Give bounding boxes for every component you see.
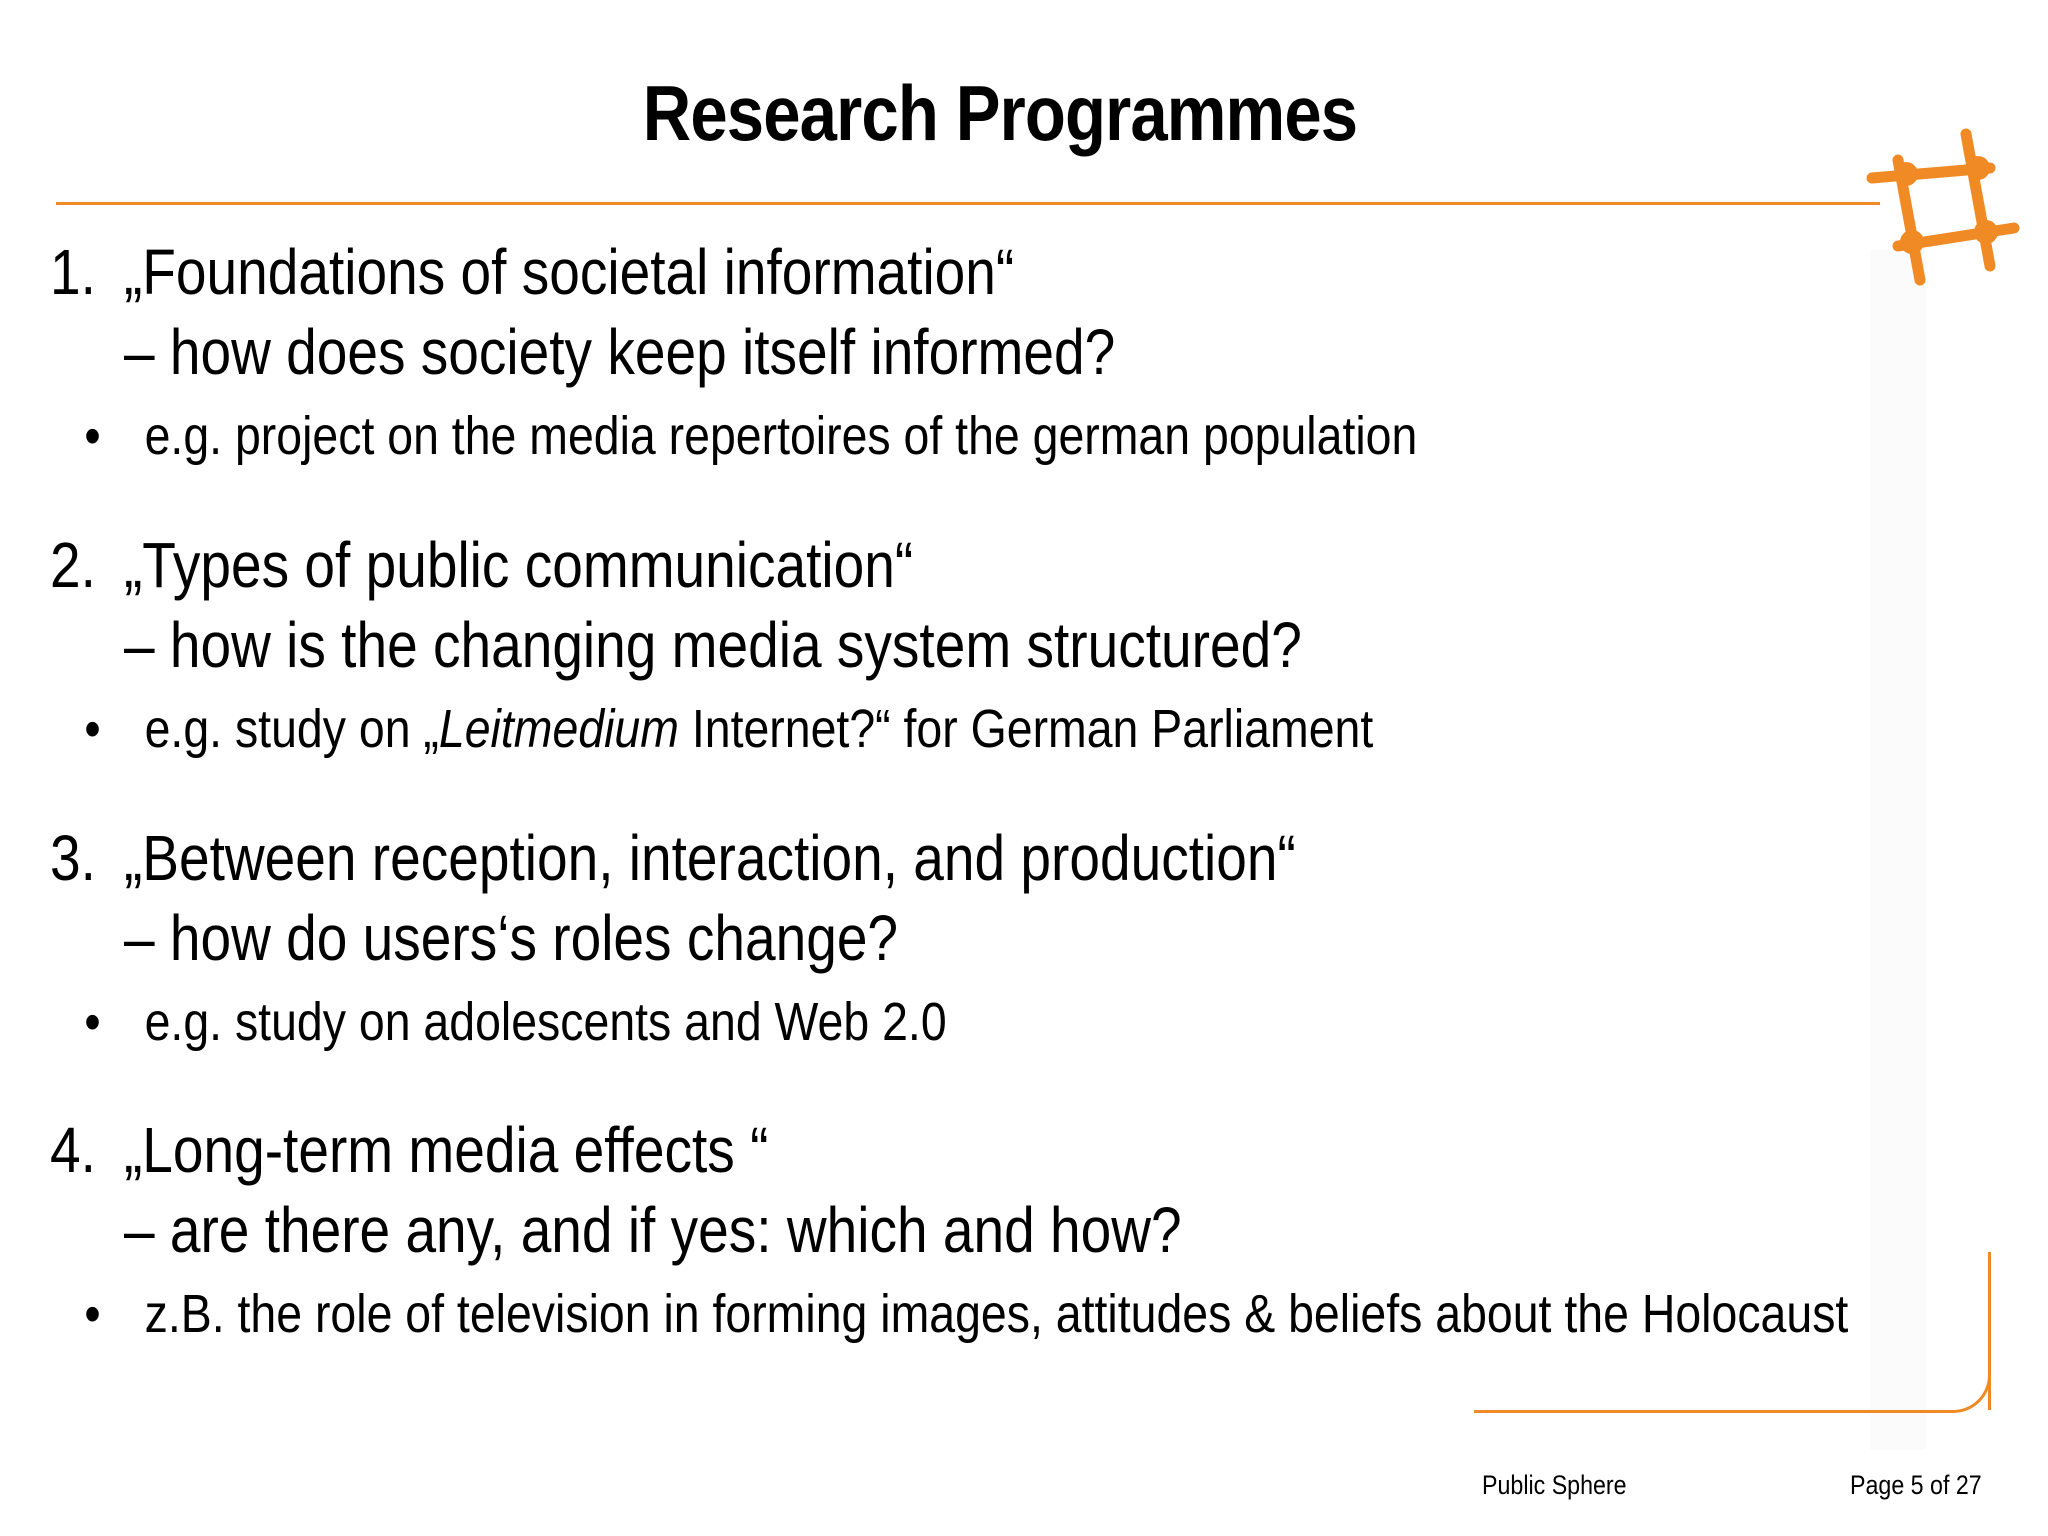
research-programme-4 bbox=[50, 1110, 1900, 1354]
programme-question: – how does society keep itself informed? bbox=[123, 316, 1116, 388]
programme-heading-line bbox=[50, 525, 1641, 605]
programme-number: 3. bbox=[50, 822, 96, 894]
programme-example bbox=[50, 1274, 1849, 1354]
bullet-icon: • bbox=[84, 992, 101, 1052]
programme-heading-line bbox=[50, 232, 1641, 312]
programme-example bbox=[50, 689, 1641, 769]
programme-example-text bbox=[145, 689, 1374, 769]
programme-number: 2. bbox=[50, 529, 96, 601]
research-programme-2 bbox=[50, 525, 1900, 769]
example-text-prefix: e.g. study on „ bbox=[144, 699, 439, 759]
programme-question: – are there any, and if yes: which and how? bbox=[123, 1194, 1182, 1266]
title-divider bbox=[56, 202, 1880, 205]
programme-example-text bbox=[145, 1274, 1849, 1354]
example-text-suffix: Internet?“ for German Parliament bbox=[678, 699, 1374, 759]
footer-page-number: Page 5 of 27 bbox=[1850, 1470, 1982, 1500]
programme-question-line bbox=[50, 1190, 1641, 1270]
programme-heading: „Long-term media effects “ bbox=[123, 1114, 769, 1186]
footer-section-label: Public Sphere bbox=[1482, 1470, 1627, 1500]
programme-heading-line bbox=[50, 1110, 1641, 1190]
example-text-prefix: z.B. the role of television in forming images, attitudes & beliefs about the Holocaust bbox=[144, 1284, 1849, 1344]
example-text-prefix: e.g. study on adolescents and Web 2.0 bbox=[144, 992, 947, 1052]
slide-title: Research Programmes bbox=[642, 69, 1358, 157]
programme-heading: „Types of public communication“ bbox=[123, 529, 914, 601]
programme-example-text bbox=[145, 982, 947, 1062]
programme-example bbox=[50, 396, 1641, 476]
programme-example bbox=[50, 982, 1641, 1062]
bullet-icon: • bbox=[84, 406, 101, 466]
research-programme-1 bbox=[50, 232, 1900, 476]
programme-question-line bbox=[50, 312, 1641, 392]
example-text-prefix: e.g. project on the media repertoires of the german population bbox=[144, 406, 1418, 466]
bullet-icon: • bbox=[84, 1284, 101, 1344]
programme-heading: „Foundations of societal information“ bbox=[123, 236, 1015, 308]
programme-question: – how is the changing media system structured? bbox=[123, 609, 1302, 681]
footer-frame-corner bbox=[1950, 1372, 1991, 1413]
programme-number: 1. bbox=[50, 236, 96, 308]
programme-example-text bbox=[145, 396, 1418, 476]
bullet-icon: • bbox=[84, 699, 101, 759]
programme-question-line bbox=[50, 605, 1641, 685]
programme-heading: „Between reception, interaction, and production“ bbox=[123, 822, 1296, 894]
example-text-emphasis: Leitmedium bbox=[438, 699, 679, 759]
footer-frame-horizontal-line bbox=[1474, 1410, 1954, 1413]
programme-question: – how do users‘s roles change? bbox=[123, 902, 899, 974]
programme-question-line bbox=[50, 898, 1641, 978]
programme-number: 4. bbox=[50, 1114, 96, 1186]
programme-heading-line bbox=[50, 818, 1641, 898]
research-programme-3 bbox=[50, 818, 1900, 1062]
